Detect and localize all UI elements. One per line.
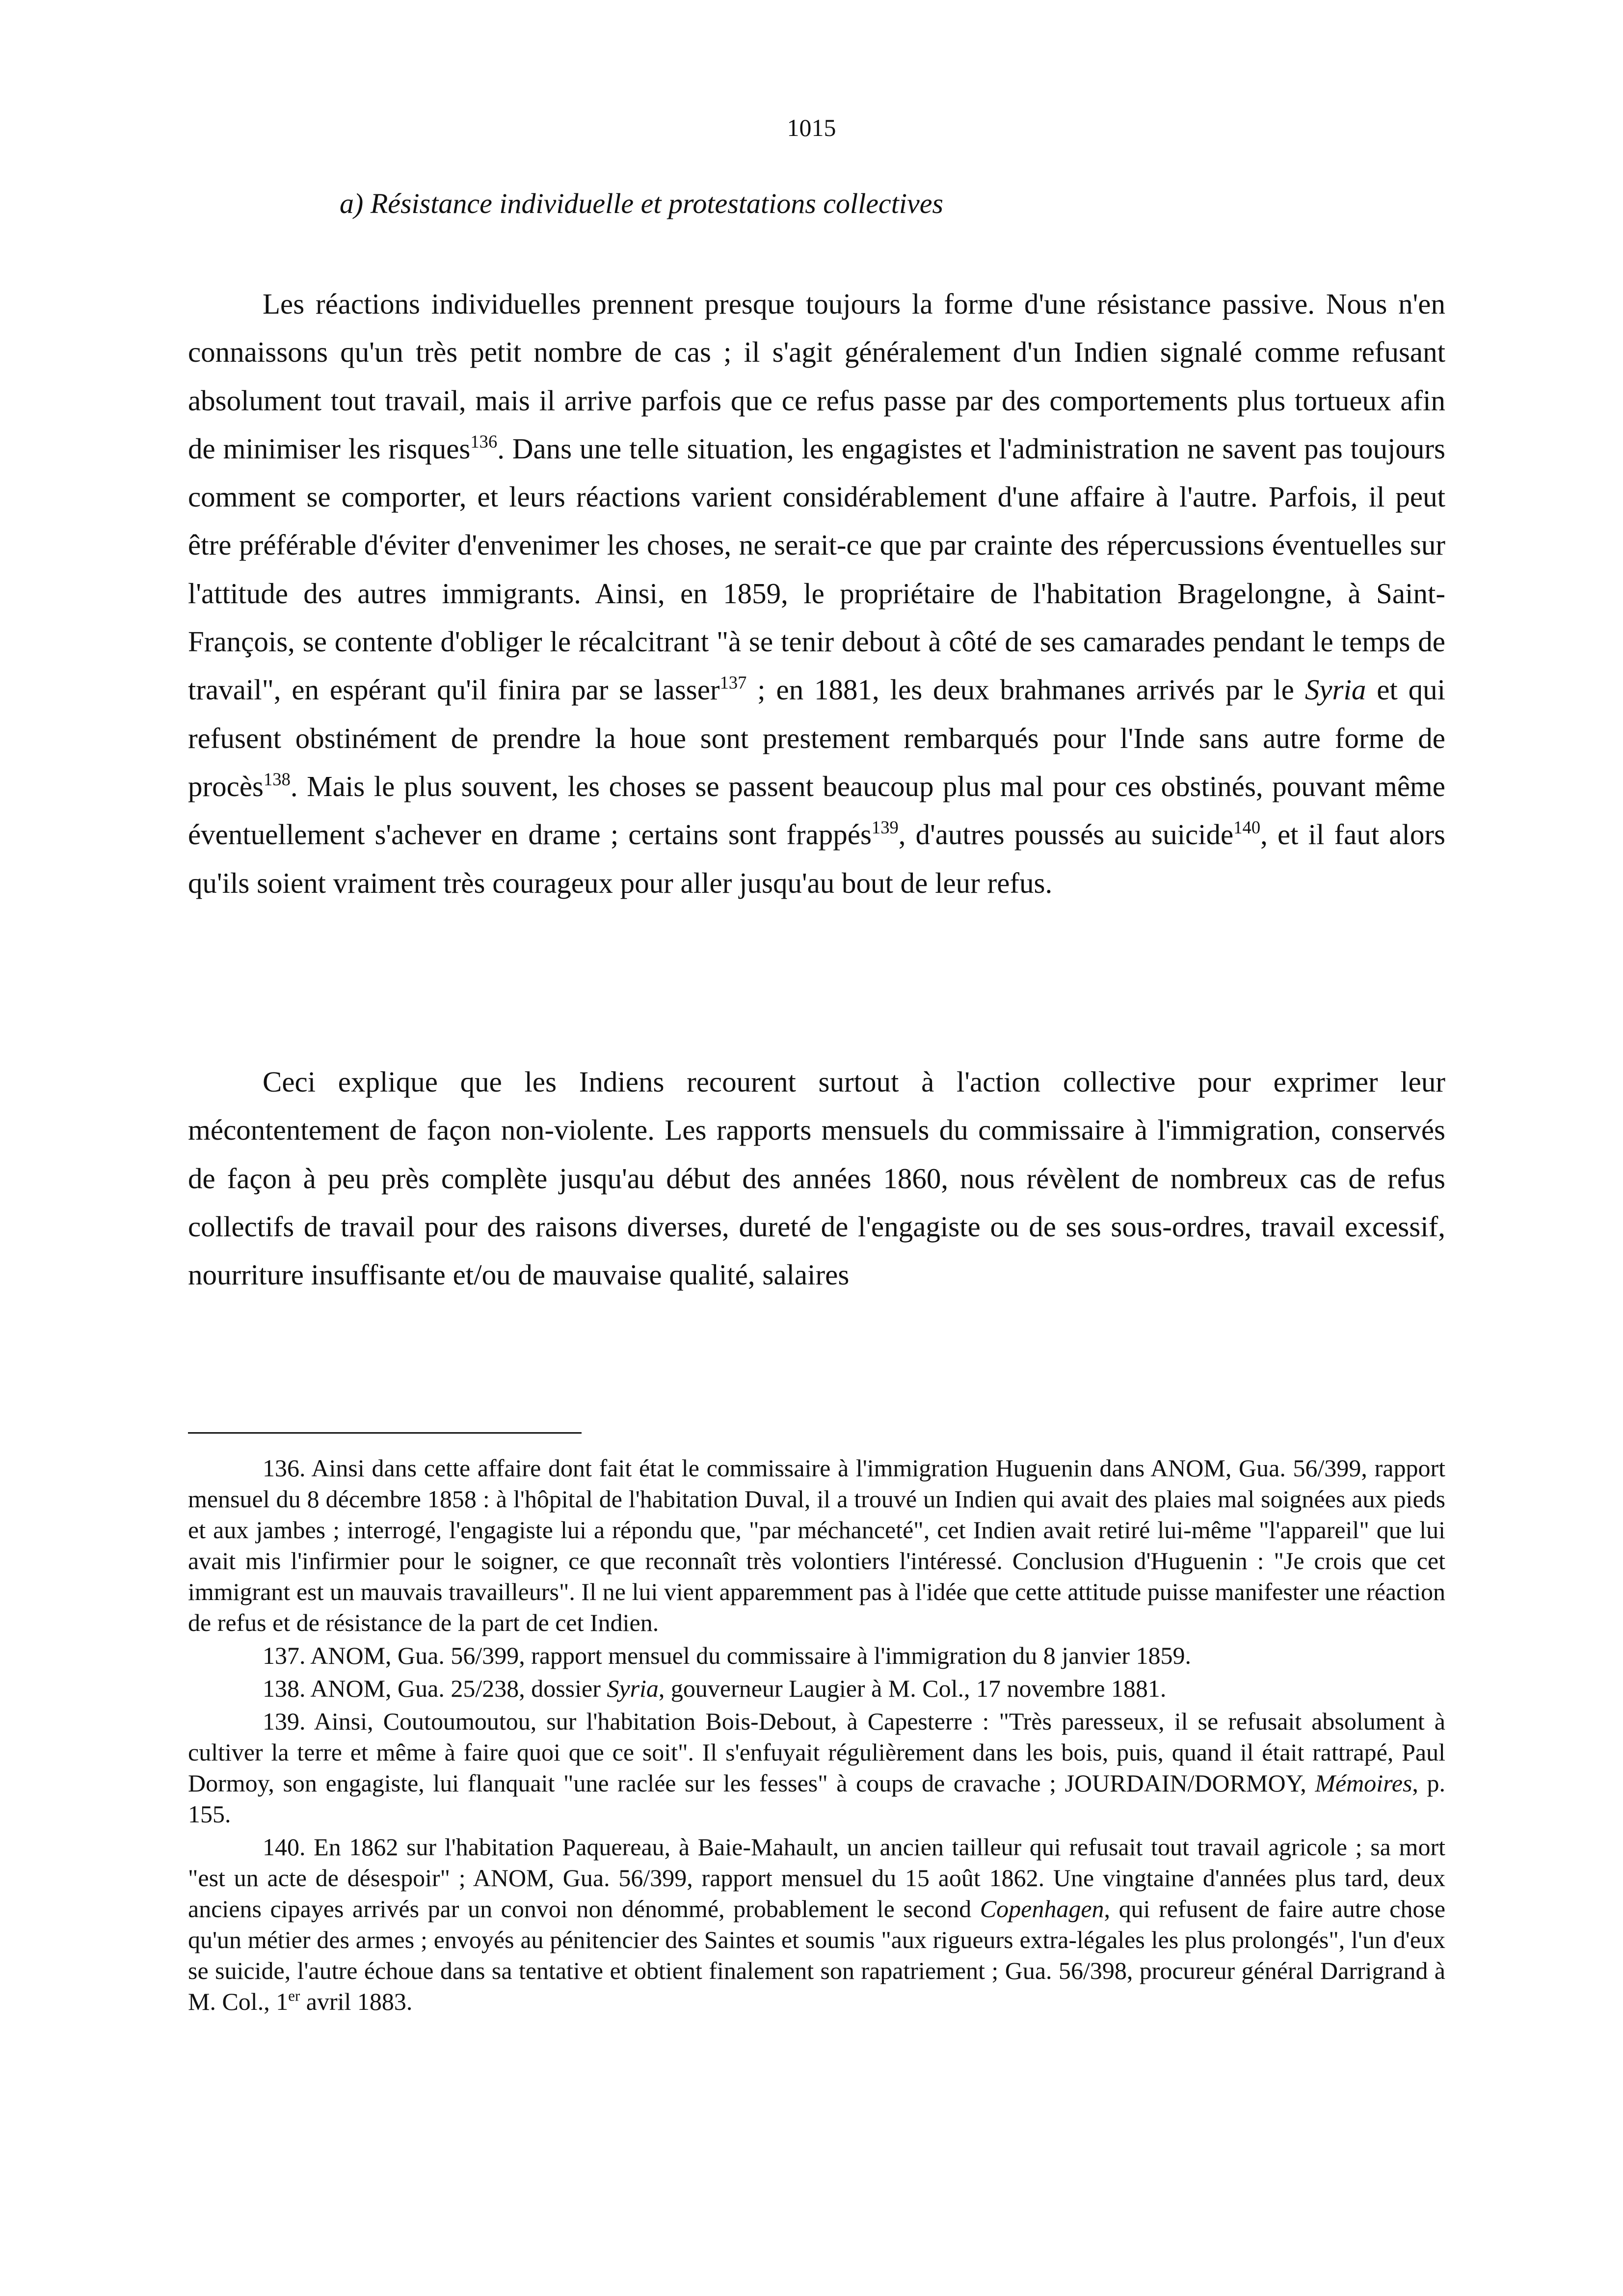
footnote-138 [188, 1673, 1445, 1704]
p2-text: Ceci explique que les Indiens recourent surtout à l'action collective pour exprimer leur mécontentement de façon non-violente. Les rapports mensuels du commissaire à l'immigration, conservés de façon à peu près complète jusqu'au début des années 1860, nous révèlent de nombreux cas de refus collectifs de travail pour des raisons diverses, dureté de l'engagiste ou de ses sous-ordres, travail excessif, nourriture insuffisante et/ou de mauvaise qualité, salaires [188, 1066, 1445, 1291]
p1-text-7: , et il faut alors qu'ils soient vraiment très courageux pour aller jusqu'au bout de leur refus. [188, 818, 1445, 899]
p1-text-5: . Mais le plus souvent, les choses se passent beaucoup plus mal pour ces obstinés, pouvant même éventuellement s'achever en drame ; certains sont frappés [188, 770, 1445, 851]
fn140-italic: Copenhagen [980, 1895, 1104, 1922]
footnote-137: 137. ANOM, Gua. 56/399, rapport mensuel du commissaire à l'immigration du 8 janvier 1859. [263, 1642, 1192, 1669]
fn140-text-b: , qui refusent de faire autre chose qu'un métier des armes ; envoyés au pénitencier des Saintes et soumis "aux rigueurs extra-légales les plus prolongés", l'un d'eux se suicide, l'autre échoue dans sa tentative et obtient finalement son rapatriement ; Gua. 56/398, procureur général Darrigrand à M. Col., 1 [188, 1895, 1446, 2015]
p1-text-3: ; en 1881, les deux brahmanes arrivés par le [746, 673, 1305, 706]
footnote-140 [188, 1832, 1445, 2017]
footnote-separator [188, 1432, 582, 1434]
paragraph-2 [188, 1058, 1445, 1299]
footnote-ref-140[interactable]: 140 [1233, 817, 1261, 838]
fn138-text-b: , gouverneur Laugier à M. Col., 17 novembre 1881. [658, 1675, 1167, 1702]
footnote-ref-136[interactable]: 136 [470, 431, 498, 452]
footnote-139 [188, 1706, 1445, 1830]
fn139-text-a: 139. Ainsi, Coutoumoutou, sur l'habitation Bois-Debout, à Capesterre : "Très paresseux, il se refusait absolument à cultiver la terre et même à faire quoi que ce soit". Il s'enfuyait régulièrement dans les bois, puis, quand il était rattrapé, Paul Dormoy, son engagiste, lui flanquait "une raclée sur les fesses" à coups de cravache ; JOURDAIN/DORMOY, [188, 1708, 1445, 1797]
ship-name-syria: Syria [1304, 673, 1366, 706]
fn138-text-a: 138. ANOM, Gua. 25/238, dossier [263, 1675, 607, 1702]
p1-text-1: Les réactions individuelles prennent presque toujours la forme d'une résistance passive. Nous n'en connaissons qu'un très petit nombre de cas ; il s'agit généralement d'un Indien signalé comme refusant absolument tout travail, mais il arrive parfois que ce refus passe par des comportements plus tortueux afin de minimiser les risques [188, 288, 1445, 465]
fn139-text-b: , p. 155. [188, 1769, 1445, 1828]
footnotes [188, 1453, 1445, 2019]
footnote-ref-138[interactable]: 138 [263, 769, 291, 790]
fn140-sup: er [288, 1987, 300, 2004]
footnote-ref-137[interactable]: 137 [719, 672, 747, 693]
fn138-italic: Syria [607, 1675, 659, 1702]
p1-text-6: , d'autres poussés au suicide [898, 818, 1234, 851]
paragraph-1 [188, 280, 1445, 907]
footnote-136: 136. Ainsi dans cette affaire dont fait état le commissaire à l'immigration Huguenin dans ANOM, Gua. 56/399, rapport mensuel du 8 décembre 1858 : à l'hôpital de l'habitation Duval, il a trouvé un Indien qui avait des plaies mal soignées aux pieds et aux jambes ; interrogé, l'engagiste lui a répondu que, "par méchanceté", cet Indien avait retiré lui-même "l'appareil" que lui avait mis l'infirmier pour le soigner, ce que reconnaît très volontiers l'intéressé. Conclusion d'Huguenin : "Je crois que cet immigrant est un mauvais travailleurs". Il ne lui vient apparemment pas à l'idée que cette attitude puisse manifester une réaction de refus et de résistance de la part de cet Indien. [188, 1454, 1445, 1636]
p1-text-2: . Dans une telle situation, les engagistes et l'administration ne savent pas toujours comment se comporter, et leurs réactions varient considérablement d'une affaire à l'autre. Parfois, il peut être préférable d'éviter d'envenimer les choses, ne serait-ce que par crainte des répercussions éventuelles sur l'attitude des autres immigrants. Ainsi, en 1859, le propriétaire de l'habitation Bragelongne, à Saint-François, se contente d'obliger le récalcitrant "à se tenir debout à côté de ses camarades pendant le temps de travail", en espérant qu'il finira par se lasser [188, 432, 1446, 706]
p1-text-4: et qui refusent obstinément de prendre la houe sont prestement rembarqués pour l'Inde sans autre forme de procès [188, 673, 1445, 802]
fn140-text-c: avril 1883. [300, 1988, 413, 2015]
fn139-italic: Mémoires [1315, 1769, 1412, 1797]
fn140-text-a: 140. En 1862 sur l'habitation Paquereau, à Baie-Mahault, un ancien tailleur qui refusait tout travail agricole ; sa mort "est un acte de désespoir" ; ANOM, Gua. 56/399, rapport mensuel du 15 août 1862. Une vingtaine d'années plus tard, deux anciens cipayes arrivés par un convoi non dénommé, probablement le second [188, 1833, 1445, 1922]
section-heading: a) Résistance individuelle et protestations collectives [340, 187, 944, 219]
page-number: 1015 [787, 114, 836, 141]
footnote-ref-139[interactable]: 139 [871, 817, 899, 838]
